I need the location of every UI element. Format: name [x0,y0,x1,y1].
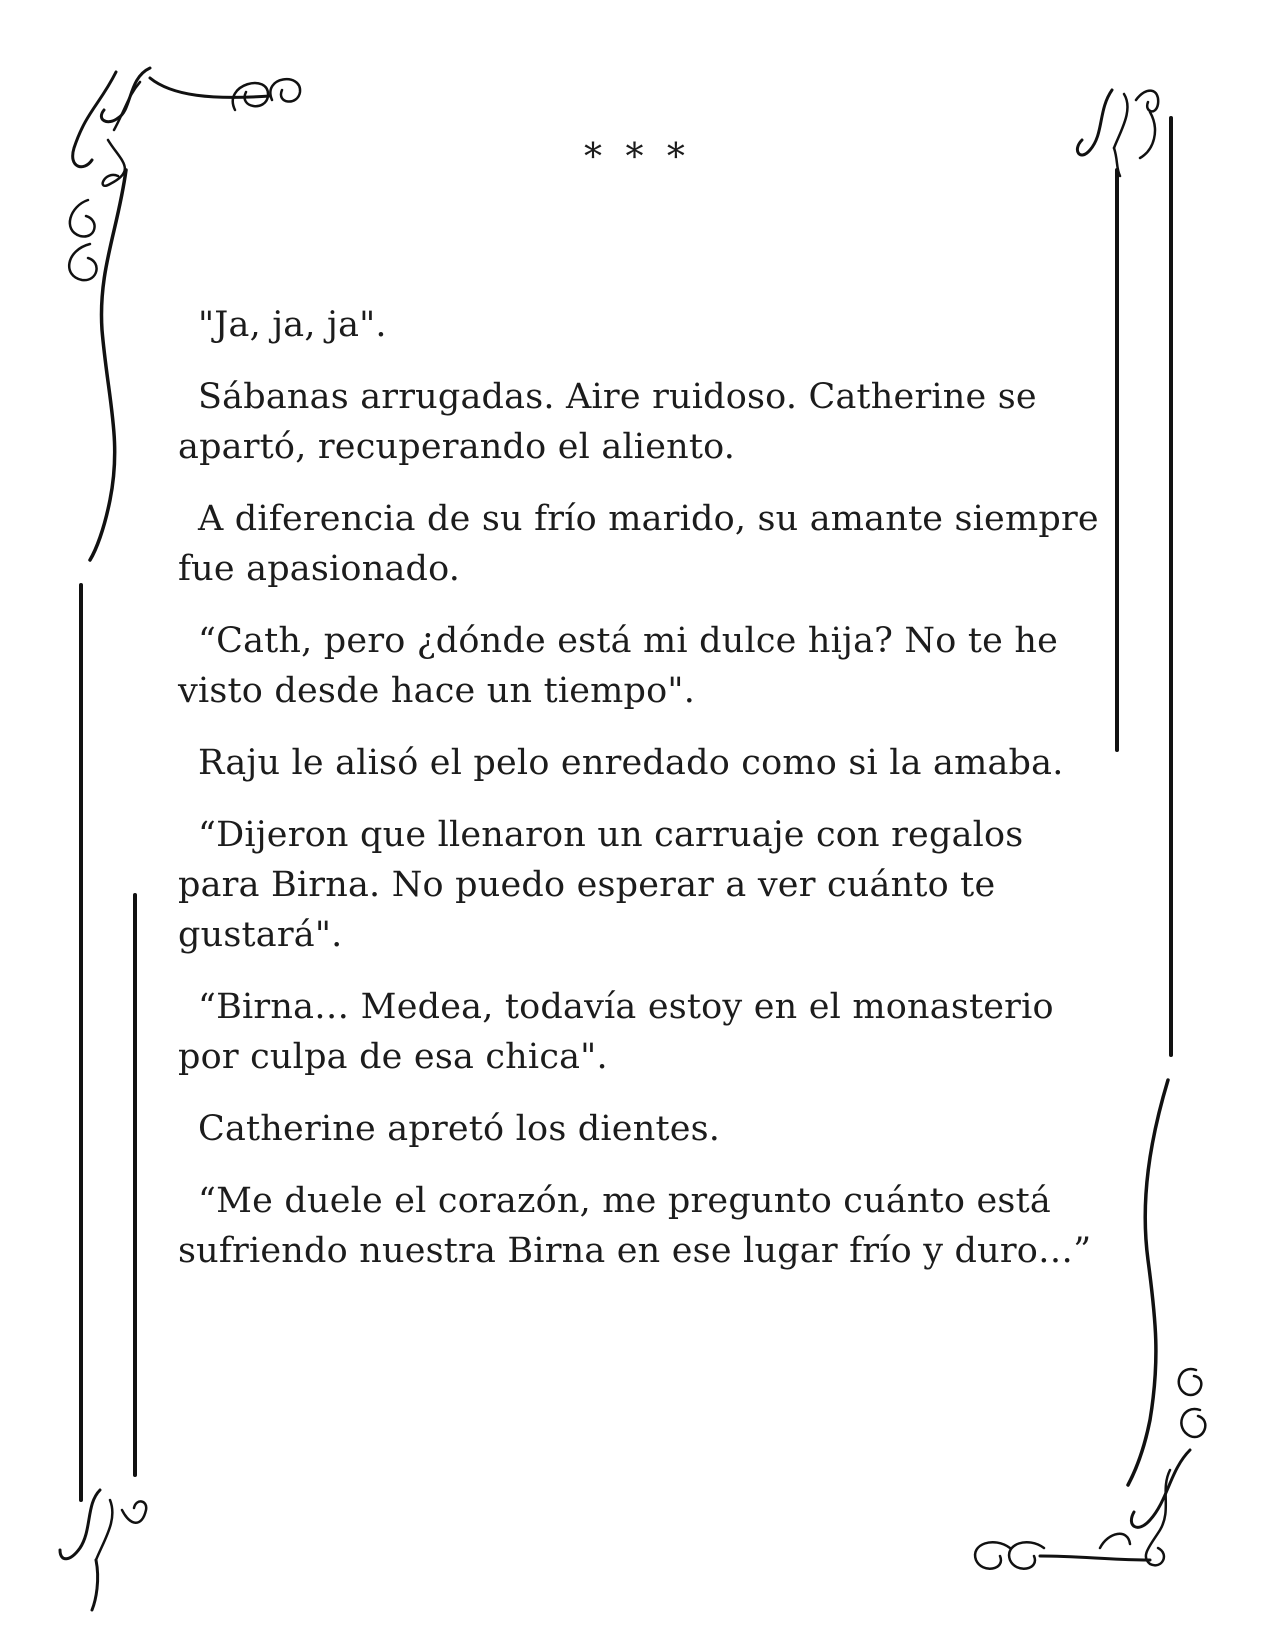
paragraph: Sábanas arrugadas. Aire ruidoso. Catherine se apartó, recuperando el aliento. [178,377,1037,467]
paragraph: A diferencia de su frío marido, su amante siempre fue apasionado. [178,499,1099,589]
paragraph: “Birna… Medea, todavía estoy en el monasterio por culpa de esa chica". [178,987,1054,1077]
paragraph: “Cath, pero ¿dónde está mi dulce hija? No te he visto desde hace un tiempo". [178,621,1059,711]
paragraph: “Dijeron que llenaron un carruaje con regalos para Birna. No puedo esperar a ver cuánto te gustará". [178,815,1024,955]
bottom-left-flourish [60,1490,146,1610]
story-text [178,300,1108,1298]
scene-break-asterisks: * * * [584,137,691,178]
paragraph: Raju le alisó el pelo enredado como si la amaba. [198,743,1064,783]
paragraph: Catherine apretó los dientes. [198,1109,721,1149]
paragraph: “Me duele el corazón, me pregunto cuánto está sufriendo nuestra Birna en ese lugar frío y duro…” [178,1181,1092,1271]
paragraph: "Ja, ja, ja". [198,305,387,345]
